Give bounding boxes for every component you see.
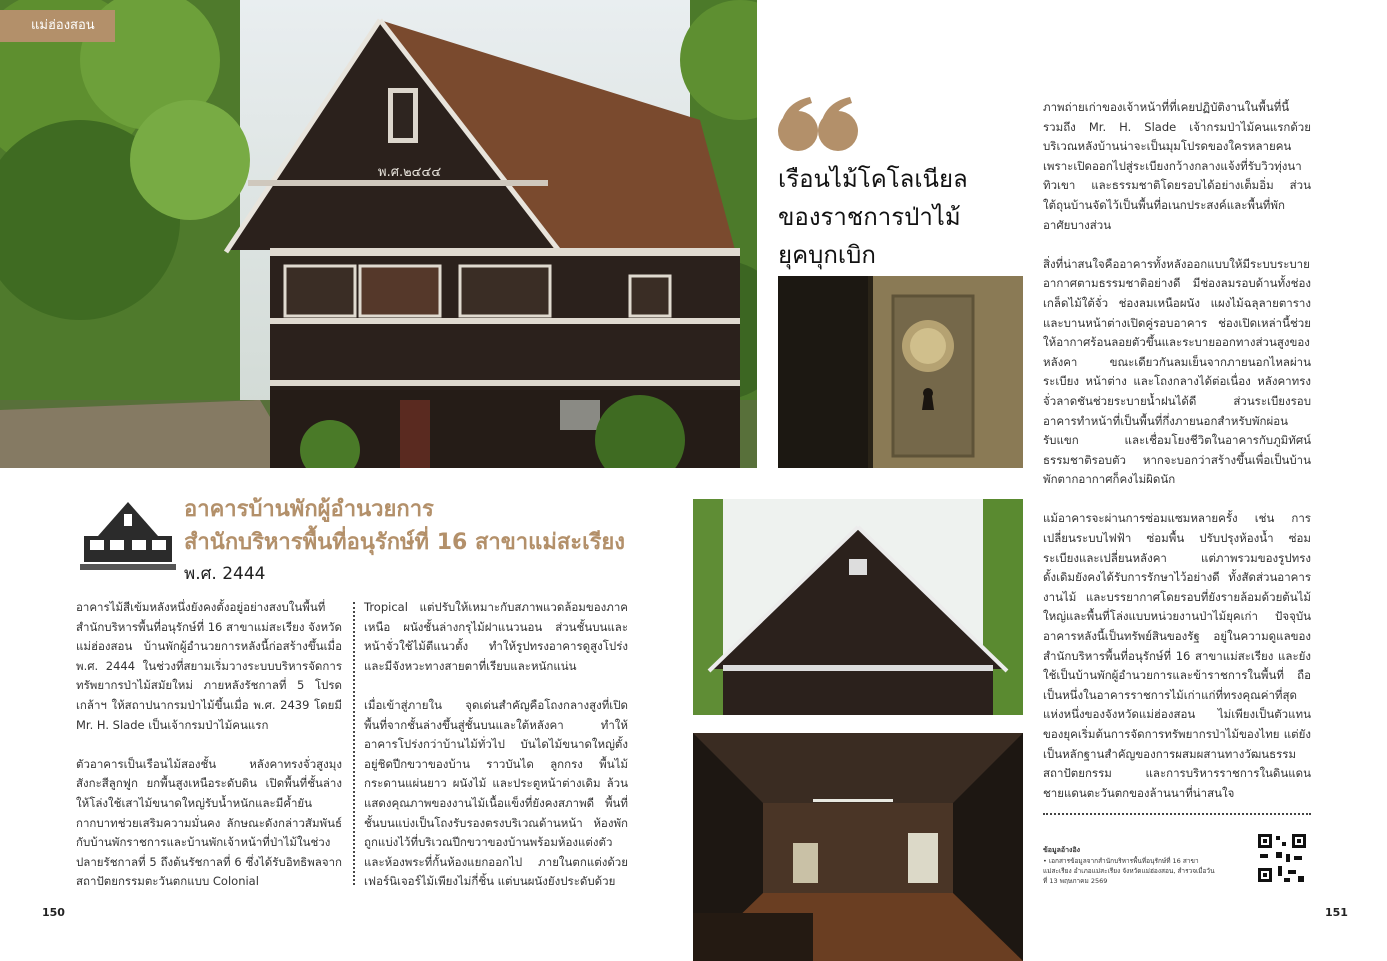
pull-quote-line: เรือนไม้โคโลเนียล [778,165,968,193]
paragraph: แม้อาคารจะผ่านการซ่อมแซมหลายครั้ง เช่น การเปลี่ยนระบบไฟฟ้า ซ่อมพื้น ปรับปรุงห้องน้ำ ซ่อมระเบียงและเปลี่ยนหลังคา แต่ภาพรวมของรูปทรงดั้งเดิมยังคงได้รับการรักษาไว้อย่างดี ทั้งสัดส่วนอาคาร งานไม้ และบรรยากาศโดยรอบที่ยังรายล้อมด้วยต้นไม้ใหญ่และพื้นที่โล่งแบบหน่วยงานป่าไม้ยุคเก่า ปัจจุบันอาคารหลังนี้เป็นทรัพย์สินของรัฐ อยู่ในความดูแลของสำนักบริหารพื้นที่อนุรักษ์ที่ 16 สาขาแม่สะเรียง และยังใช้เป็นบ้านพักผู้อำนวยการและข้าราชการในพื้นที่ ถือเป็นหนึ่งในอาคารราชการไม้เก่าแก่ที่ทรงคุณค่าที่สุดแห่งหนึ่งของจังหวัดแม่ฮ่องสอน ไม่เพียงเป็นตัวแทนของยุคเริ่มต้นการจัดการทรัพยากรป่าไม้ของไทย แต่ยังเป็นหลักฐานสำคัญของการผสมผสานทางวัฒนธรรม สถาปัตยกรรม และการบริหารราชการในดินแดนชายแดนตะวันตกของล้านนาที่น่าสนใจ [1043,511,1311,800]
page-number-right: 151 [1325,906,1348,919]
gable-inscription: พ.ศ.๒๔๔๔ [378,165,442,180]
body-column-1 [76,598,342,912]
photo-interior-hall [693,733,1023,961]
section-tab: แม่ฮ่องสอน [0,10,115,42]
body-column-3 [1043,98,1311,823]
headline-title-line-2: สำนักบริหารพื้นที่อนุรักษ์ที่ 16 สาขาแม่สะเรียง [184,530,626,555]
paragraph: ภาพถ่ายเก่าของเจ้าหน้าที่ที่เคยปฏิบัติงานในพื้นที่นี้ รวมถึง Mr. H. Slade เจ้ากรมป่าไม้คนแรกด้วย บริเวณหลังบ้านน่าจะเป็นมุมโปรดของใครหลายคน เพราะเปิดออกไปสู่ระเบียงกว้างกลางแจ้งที่รับวิวทุ่งนาทิวเขา และธรรมชาติโดยรอบได้อย่างเต็มอิ่ม ส่วนใต้ถุนบ้านจัดไว้เป็นพื้นที่อเนกประสงค์และพื้นที่พักอาศัยบางส่วน [1043,100,1311,232]
headline-subtitle: พ.ศ. 2444 [184,564,266,584]
headline-title-line-1: อาคารบ้านพักผู้อำนวยการ [184,497,434,522]
house-illustration-icon [80,500,176,572]
pull-quote [778,160,968,274]
photo-door-knob [778,276,1023,468]
qr-code-icon[interactable] [1256,832,1308,884]
pull-quote-line: ของราชการป่าไม้ [778,203,961,231]
reference-divider [1043,813,1311,815]
quote-mark-icon [776,95,866,155]
reference-title: ข้อมูลอ้างอิง [1043,846,1081,854]
page-number-left: 150 [42,906,65,919]
paragraph: อาคารไม้สีเข้มหลังหนึ่งยังคงตั้งอยู่อย่างสงบในพื้นที่สำนักบริหารพื้นที่อนุรักษ์ที่ 16 สาขาแม่สะเรียง จังหวัดแม่ฮ่องสอน บ้านพักผู้อำนวยการหลังนี้ก่อสร้างขึ้นเมื่อ พ.ศ. 2444 ในช่วงที่สยามเริ่มวางระบบบริหารจัดการทรัพยากรป่าไม้สมัยใหม่ ภายหลังรัชกาลที่ 5 โปรดเกล้าฯ ให้สถาปนากรมป่าไม้ขึ้นเมื่อ พ.ศ. 2439 โดยมี Mr. H. Slade เป็นเจ้ากรมป่าไม้คนแรก [76,600,342,732]
reference-body: • เอกสารข้อมูลจากสำนักบริหารพื้นที่อนุรักษ์ที่ 16 สาขาแม่สะเรียง อำเภอแม่สะเรียง จังหวัดแม่ฮ่องสอน, สำรวจเมื่อวันที่ 13 พฤษภาคม 2569 [1043,857,1215,885]
photo-gable-detail [693,499,1023,715]
paragraph: ตัวอาคารเป็นเรือนไม้สองชั้น หลังคาทรงจั่วสูงมุงสังกะสีลูกฟูก ยกพื้นสูงเหนือระดับดิน เปิดพื้นที่ชั้นล่างให้โล่งใช้เสาไม้ขนาดใหญ่รับน้ำหนักและมีค้ำยันกากบาทช่วยเสริมความมั่นคง ลักษณะดังกล่าวสัมพันธ์กับบ้านพักราชการและบ้านพักเจ้าหน้าที่ป่าไม้ในช่วงปลายรัชกาลที่ 5 ถึงต้นรัชกาลที่ 6 ซึ่งได้รับอิทธิพลจากสถาปัตยกรรมตะวันตกแบบ Colonial [76,756,342,889]
pull-quote-line: ยุคบุกเบิก [778,241,876,269]
paragraph: เมื่อเข้าสู่ภายใน จุดเด่นสำคัญคือโถงกลางสูงที่เปิดพื้นที่จากชั้นล่างขึ้นสู่ชั้นบนและใต้หลังคา ทำให้อาคารโปร่งกว่าบ้านไม้ทั่วไป บันไดไม้ขนาดใหญ่ตั้งอยู่ชิดปีกขวาของบ้าน ราวบันได ลูกกรง พื้นไม้กระดานแผ่นยาว ผนังไม้ และประตูหน้าต่างเดิม ล้วนแสดงคุณภาพของงานไม้เนื้อแข็งที่ยังคงสภาพดี พื้นที่ชั้นบนแบ่งเป็นโถงรับรองตรงบริเวณด้านหน้า ห้องพักถูกแบ่งไว้ที่บริเวณปีกขวาของบ้านพร้อมห้องแต่งตัวและห้องพระที่กั้นห้องแยกออกไป ภายในตกแต่งด้วยเฟอร์นิเจอร์ไม้เพียงไม่กี่ชิ้น แต่บนผนังยังประดับด้วย [364,697,628,889]
column-divider [353,602,355,885]
paragraph: สิ่งที่น่าสนใจคืออาคารทั้งหลังออกแบบให้มีระบบระบายอากาศตามธรรมชาติอย่างดี มีช่องลมรอบด้านทั้งช่องเกล็ดไม้ใต้จั่ว ช่องลมเหนือผนัง แผงไม้ฉลุลายตาราง และบานหน้าต่างเปิดคู่รอบอาคาร ช่องเปิดเหล่านี้ช่วยให้อากาศร้อนลอยตัวขึ้นและระบายออกทางส่วนสูงของหลังคา ขณะเดียวกันลมเย็นจากภายนอกไหลผ่านระเบียง หน้าต่าง และโถงกลางได้ต่อเนื่อง หลังคาทรงจั่วลาดชันช่วยระบายน้ำฝนได้ดี ส่วนระเบียงรอบอาคารทำหน้าที่เป็นพื้นที่กึ่งภายนอกสำหรับพักผ่อน รับแขก และเชื่อมโยงชีวิตในอาคารกับภูมิทัศน์ธรรมชาติรอบตัว หากจะบอกว่าสร้างขึ้นเพื่อเป็นบ้านพักตากอากาศก็คงไม่ผิดนัก [1043,256,1311,487]
paragraph: Tropical แต่ปรับให้เหมาะกับสภาพแวดล้อมของภาคเหนือ ผนังชั้นล่างกรุไม้ฝาแนวนอน ส่วนชั้นบนและหน้าจั่วใช้ไม้ตีแนวตั้ง ทำให้รูปทรงอาคารดูสูงโปร่งและมีจังหวะทางสายตาที่เรียบและหนักแน่น [364,600,628,673]
hero-photo-house-exterior [0,0,757,468]
body-column-2 [364,598,628,912]
